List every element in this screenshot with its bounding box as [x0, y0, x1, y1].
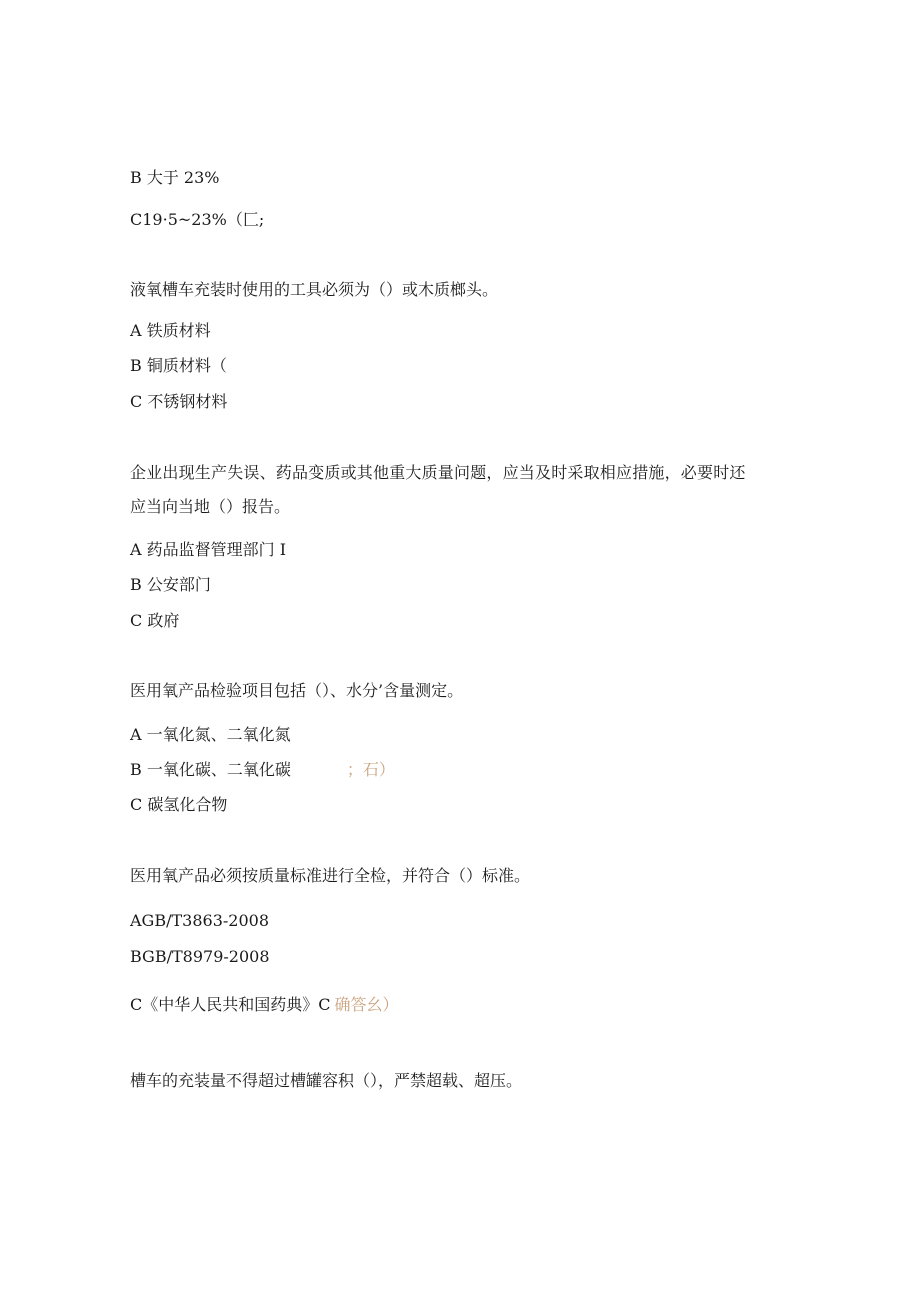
option-b-police: B 公安部门: [130, 575, 211, 594]
faded-annotation: ；石）: [346, 760, 395, 779]
option-c-government: C 政府: [130, 611, 180, 630]
option-b-carbon-oxides: [130, 762, 395, 778]
question-quality-issue-line1: 企业出现生产失误、药品变质或其他重大质量问题，应当及时采取相应措施，必要时还: [130, 463, 746, 482]
question-tank-capacity: 槽车的充装量不得超过槽罐容积（），严禁超载、超压。: [130, 1071, 523, 1090]
question-quality-issue-line2: 应当向当地（）报告。: [130, 497, 291, 516]
option-c-hydrocarbons: C 碳氢化合物: [130, 795, 228, 814]
faded-answer-annotation: 确答幺）: [334, 995, 399, 1014]
option-b-standard: BGB/T8979-2008: [130, 947, 270, 966]
option-a-nitrogen-oxides: A 一氧化氮、二氧化氮: [130, 725, 291, 744]
option-c-pharmacopoeia-text: C《中华人民共和国药典》C: [130, 995, 331, 1014]
option-b-copper: B 铜质材料（: [130, 356, 227, 375]
question-tank-tools: 液氧槽车充装时使用的工具必须为（）或木质榔头。: [130, 280, 499, 299]
option-c-range: C19·5~23%（匚;: [130, 210, 265, 229]
option-a-iron: A 铁质材料: [130, 321, 211, 340]
option-c-stainless: C 不锈钢材料: [130, 392, 228, 411]
option-c-pharmacopoeia: [130, 997, 399, 1013]
question-inspection-items: 医用氧产品检验项目包括（）、水分’含量测定。: [130, 681, 464, 700]
question-full-inspection: 医用氧产品必须按质量标准进行全检，并符合（）标准。: [130, 866, 531, 885]
option-a-drug-admin: A 药品监督管理部门 I: [130, 540, 287, 559]
option-b-carbon-oxides-text: B 一氧化碳、二氧化碳: [130, 760, 291, 779]
option-a-standard: AGB/T3863-2008: [130, 911, 269, 930]
option-b-greater-23: B 大于 23%: [130, 168, 220, 187]
